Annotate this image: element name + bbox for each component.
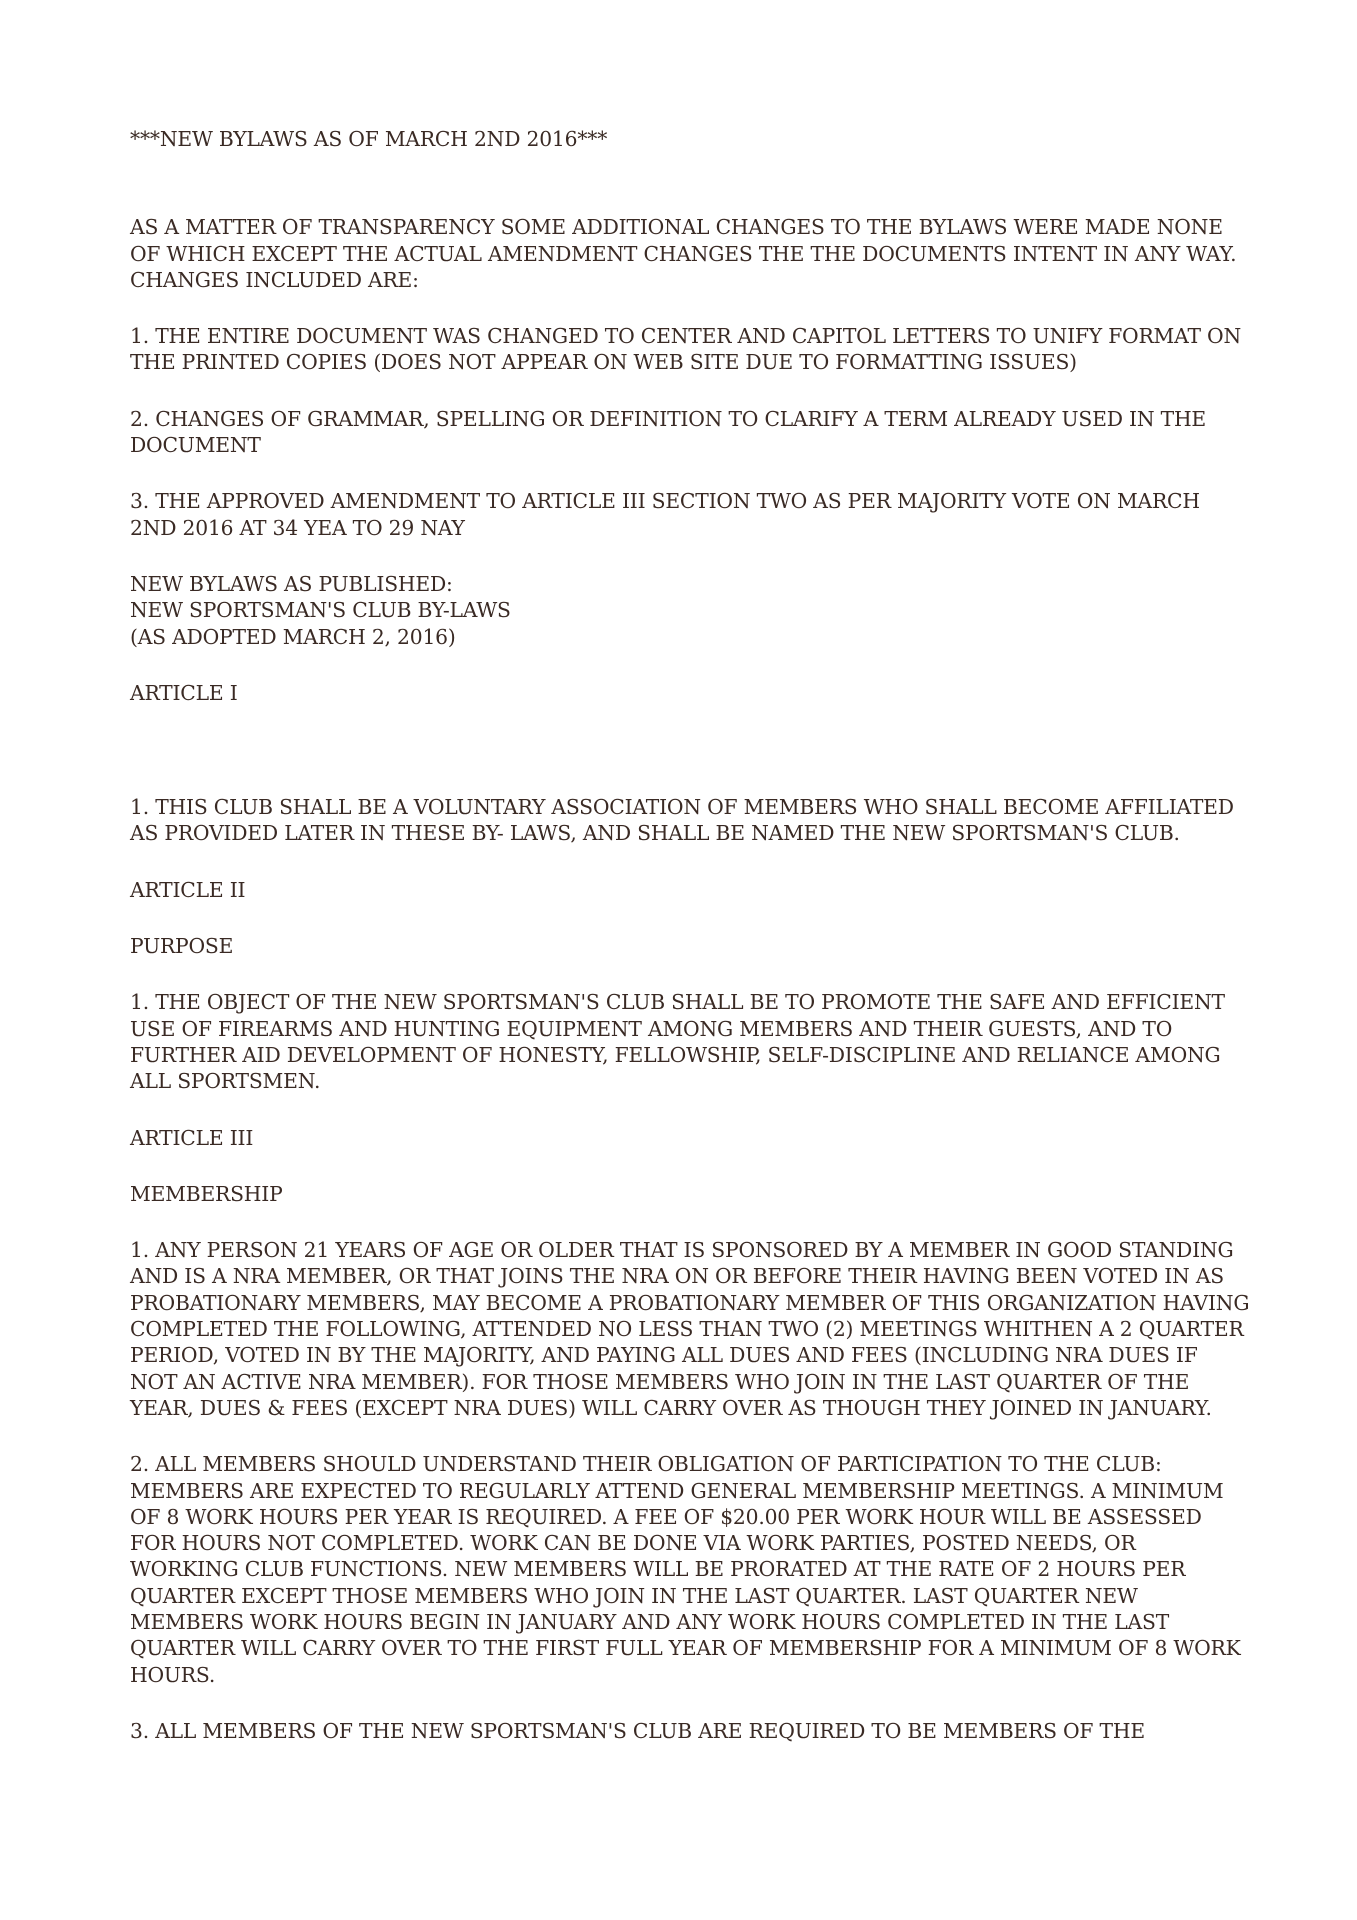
article-ii-subheading: PURPOSE	[130, 934, 234, 959]
changes-heading: CHANGES INCLUDED ARE:	[130, 267, 419, 292]
published-heading: NEW BYLAWS AS PUBLISHED:	[130, 571, 453, 596]
article-ii-section-1: 1. THE OBJECT OF THE NEW SPORTSMAN'S CLUB SHALL BE TO PROMOTE THE SAFE AND EFFICIENT USE OF FIREARMS AND HUNTING EQUIPMENT AMONG MEMBERS AND THEIR GUESTS, AND TO FURTHER AID DEVELOPMENT OF HONESTY, FELLOWSHIP, SELF-DISCIPLINE AND RELIANCE AMONG ALL SPORTSMEN.	[130, 990, 1225, 1094]
article-i-heading: ARTICLE I	[130, 680, 238, 705]
intro-text: AS A MATTER OF TRANSPARENCY SOME ADDITIONAL CHANGES TO THE BYLAWS WERE MADE NONE OF WHICH EXCEPT THE ACTUAL AMENDMENT CHANGES THE THE DOCUMENTS INTENT IN ANY WAY.	[130, 215, 1237, 266]
change-item-1: 1. THE ENTIRE DOCUMENT WAS CHANGED TO CENTER AND CAPITOL LETTERS TO UNIFY FORMAT ON THE PRINTED COPIES (DOES NOT APPEAR ON WEB SITE DUE TO FORMATTING ISSUES)	[130, 324, 1242, 375]
article-iii-subheading: MEMBERSHIP	[130, 1181, 283, 1206]
transparency-notice	[130, 214, 1250, 293]
article-iii-section-1: 1. ANY PERSON 21 YEARS OF AGE OR OLDER THAT IS SPONSORED BY A MEMBER IN GOOD STANDING AND IS A NRA MEMBER, OR THAT JOINS THE NRA ON OR BEFORE THEIR HAVING BEEN VOTED IN AS PROBATIONARY MEMBERS, MAY BECOME A PROBATIONARY MEMBER OF THIS ORGANIZATION HAVING COMPLETED THE FOLLOWING, ATTENDED NO LESS THAN TWO (2) MEETINGS WHITHEN A 2 QUARTER PERIOD, VOTED IN BY THE MAJORITY, AND PAYING ALL DUES AND FEES (INCLUDING NRA DUES IF NOT AN ACTIVE NRA MEMBER). FOR THOSE MEMBERS WHO JOIN IN THE LAST QUARTER OF THE YEAR, DUES & FEES (EXCEPT NRA DUES) WILL CARRY OVER AS THOUGH THEY JOINED IN JANUARY.	[130, 1238, 1250, 1420]
article-ii-heading: ARTICLE II	[130, 877, 246, 902]
article-iii-section-2: 2. ALL MEMBERS SHOULD UNDERSTAND THEIR OBLIGATION OF PARTICIPATION TO THE CLUB: MEMBERS ARE EXPECTED TO REGULARLY ATTEND GENERAL MEMBERSHIP MEETINGS. A MINIMUM OF 8 WORK HOURS PER YEAR IS REQUIRED. A FEE OF $20.00 PER WORK HOUR WILL BE ASSESSED FOR HOURS NOT COMPLETED. WORK CAN BE DONE VIA WORK PARTIES, POSTED NEEDS, OR WORKING CLUB FUNCTIONS. NEW MEMBERS WILL BE PRORATED AT THE RATE OF 2 HOURS PER QUARTER EXCEPT THOSE MEMBERS WHO JOIN IN THE LAST QUARTER. LAST QUARTER NEW MEMBERS WORK HOURS BEGIN IN JANUARY AND ANY WORK HOURS COMPLETED IN THE LAST QUARTER WILL CARRY OVER TO THE FIRST FULL YEAR OF MEMBERSHIP FOR A MINIMUM OF 8 WORK HOURS.	[130, 1452, 1241, 1687]
document-title: ***NEW BYLAWS AS OF MARCH 2ND 2016***	[130, 127, 608, 151]
published-block	[130, 571, 1250, 650]
adopted-date: (AS ADOPTED MARCH 2, 2016)	[130, 624, 456, 649]
bylaws-document	[130, 126, 1250, 1774]
article-iii-section-3: 3. ALL MEMBERS OF THE NEW SPORTSMAN'S CLUB ARE REQUIRED TO BE MEMBERS OF THE	[130, 1718, 1145, 1743]
club-bylaws-title: NEW SPORTSMAN'S CLUB BY-LAWS	[130, 598, 511, 623]
change-item-3: 3. THE APPROVED AMENDMENT TO ARTICLE III SECTION TWO AS PER MAJORITY VOTE ON MARCH 2ND 2016 AT 34 YEA TO 29 NAY	[130, 489, 1200, 540]
article-iii-heading: ARTICLE III	[130, 1125, 254, 1150]
change-item-2: 2. CHANGES OF GRAMMAR, SPELLING OR DEFINITION TO CLARIFY A TERM ALREADY USED IN THE DOCUMENT	[130, 406, 1207, 458]
article-i-section-1: 1. THIS CLUB SHALL BE A VOLUNTARY ASSOCIATION OF MEMBERS WHO SHALL BECOME AFFILIATED AS PROVIDED LATER IN THESE BY- LAWS, AND SHALL BE NAMED THE NEW SPORTSMAN'S CLUB.	[130, 795, 1234, 846]
